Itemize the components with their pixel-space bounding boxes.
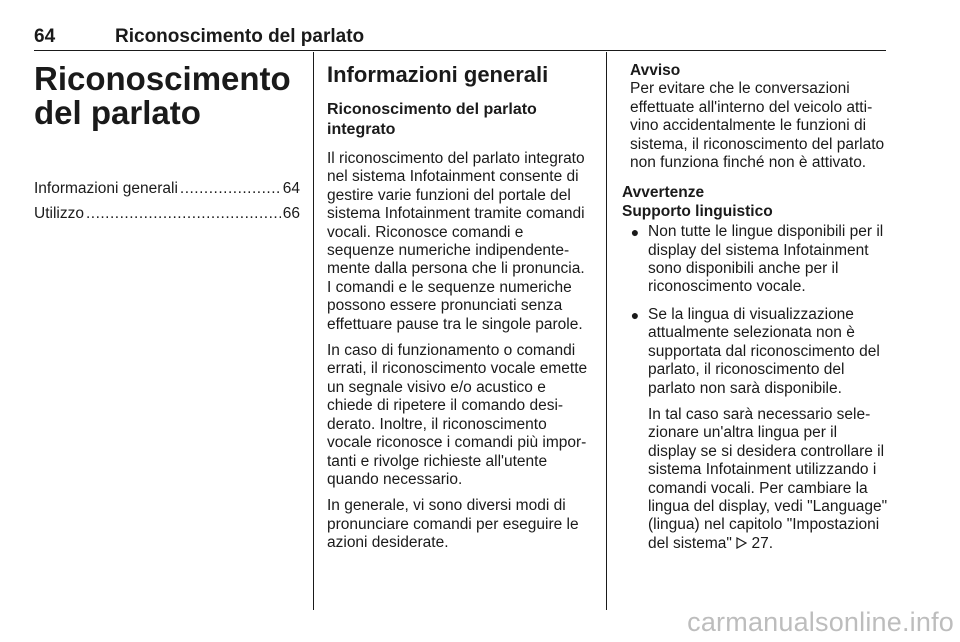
column-divider: [606, 52, 607, 610]
subparagraph-text: In tal caso sarà necessario selezionare un'altra lingua per il display se si desidera controllare il sistema Infotainment utilizzando i comandi vocali. Per cambiare la lingua del display, vedi "Language" (lingua) nel capitolo "Impostazioni del sistema": [648, 405, 888, 552]
page-number: 64: [34, 26, 56, 47]
watermark: carmanualsonline.info: [687, 607, 954, 637]
chapter-column: [34, 62, 300, 228]
page-header: [34, 26, 886, 51]
chapter-toc: [34, 178, 300, 225]
list-item: [622, 306, 888, 553]
bullet-text: Non tutte le lingue disponibili per il display del sistema Infotainment sono disponibili anche per il riconoscimento vocale.: [648, 223, 884, 296]
toc-entry[interactable]: [34, 178, 300, 200]
toc-entry[interactable]: [34, 203, 300, 225]
bullet-subparagraph: [648, 406, 888, 553]
section-column: [327, 62, 591, 561]
notes-column: [622, 62, 888, 562]
toc-leader: [86, 203, 281, 225]
running-title: Riconoscimento del parlato: [115, 26, 365, 47]
body-paragraph: In generale, vi sono diversi modi di pronunciare comandi per eseguire le azioni desiderate.: [327, 497, 579, 552]
notice-box: [630, 62, 888, 172]
toc-leader: [180, 178, 281, 200]
notice-label: Avviso: [630, 62, 681, 79]
triangle-arrow-icon: [736, 535, 747, 552]
toc-entry-page: 64: [282, 180, 300, 197]
column-divider: [313, 52, 314, 610]
toc-entry-label: Utilizzo: [34, 205, 84, 222]
page-reference-number: 27.: [751, 534, 774, 552]
list-item: [622, 223, 888, 297]
bullet-icon: ●: [630, 306, 640, 323]
body-paragraph: In caso di funzionamento o comandi errati, il riconoscimento vocale emette un segnale visivo e/o acustico e chiede di ripetere il comando desiderato. Inoltre, il riconoscimento vocale riconosce i comandi più importanti e rivolge richieste all'utente quando necessario.: [327, 342, 588, 488]
body-paragraph: Il riconoscimento del parlato integrato nel sistema Infotainment consente di gestire varie funzioni del portale del sistema Infotainment tramite comandi vocali. Riconosce comandi e sequenze numeriche indipendentemente dalla persona che li pronuncia. I comandi e le sequenze numeriche possono essere pronunciati senza effettuare pause tra le singole parole.: [327, 150, 585, 333]
page-reference[interactable]: [736, 535, 773, 552]
section-title: Informazioni generali: [327, 62, 549, 87]
section-subtitle: Riconoscimento del parlato integrato: [327, 101, 537, 138]
chapter-title: Riconoscimento del parlato: [34, 60, 291, 131]
bullet-text: Se la lingua di visualizzazione attualmente selezionata non è supportata dal riconoscimento del parlato, il riconoscimento del parlato non sarà disponibile.: [648, 305, 880, 397]
bullet-icon: ●: [630, 224, 640, 241]
warnings-title: Avvertenze: [622, 184, 705, 202]
warnings-subtitle: Supporto linguistico: [622, 202, 773, 220]
notice-text: Per evitare che le conversazioni effettuate all'interno del veicolo attivino accidentalmente le funzioni di sistema, il riconoscimento del parlato non funziona finché non è attivato.: [630, 80, 885, 172]
toc-entry-page: 66: [282, 205, 300, 222]
toc-entry-label: Informazioni generali: [34, 180, 178, 197]
